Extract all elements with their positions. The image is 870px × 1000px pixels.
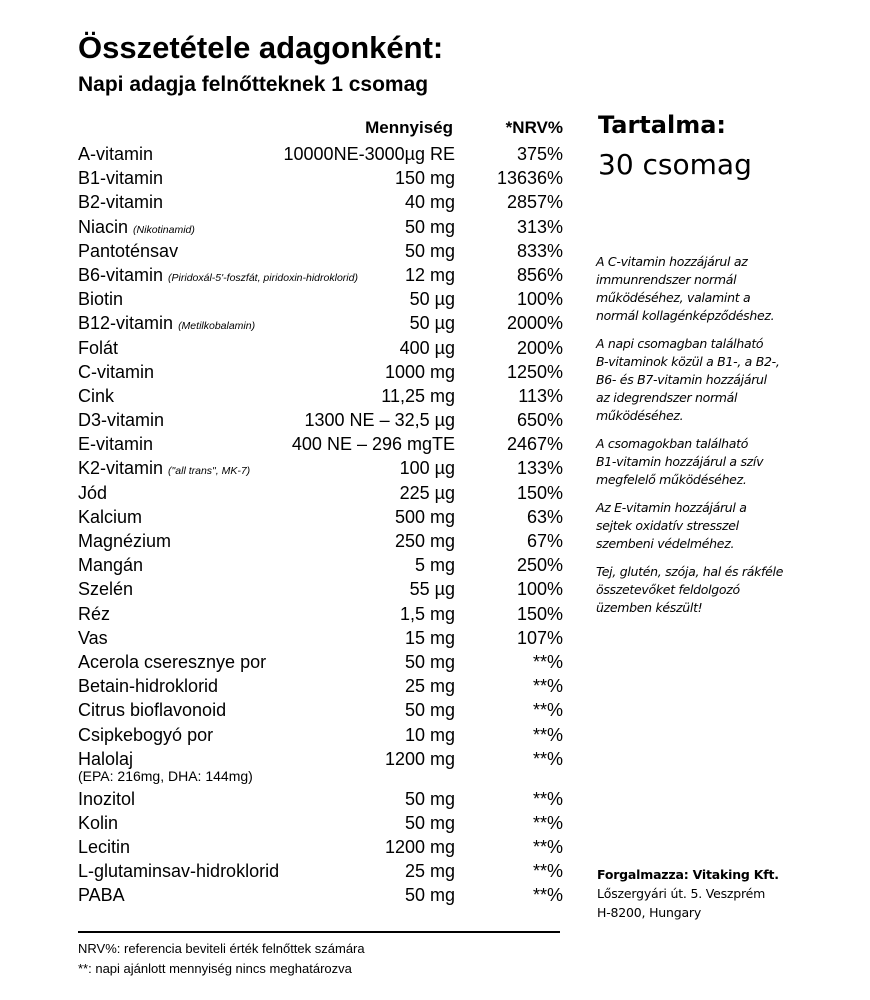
ingredient-nrv: 133% [516, 458, 563, 479]
ingredient-nrv: 375% [516, 144, 563, 164]
ingredient-label: Folát [78, 337, 119, 358]
claim-line: A C-vitamin hozzájárul az [596, 254, 748, 269]
ingredient-label: Mangán [78, 555, 144, 576]
contents-count: 30 csomag [598, 148, 752, 181]
ingredient-amount: 1200 mg [384, 748, 455, 769]
ingredient-amount: 50 mg [404, 812, 455, 833]
ingredient-name [78, 432, 153, 456]
ingredient-amount: 50 mg [404, 885, 455, 906]
ingredient-label: Csipkebogyó por [78, 724, 214, 745]
claim-line: működéséhez. [596, 408, 684, 423]
ingredient-label: Citrus bioflavonoid [78, 700, 227, 721]
ingredient-name [78, 859, 279, 883]
ingredient-name [78, 311, 255, 338]
table-row [78, 142, 563, 166]
table-row [78, 287, 563, 311]
ingredient-nrv: 2467% [506, 434, 563, 455]
claim-line: üzemben készült! [596, 600, 703, 615]
table-row [78, 553, 563, 577]
ingredient-nrv: 100% [516, 289, 563, 310]
ingredient-note: (Piridoxál-5'-foszfát, piridoxin-hidroklorid) [168, 271, 358, 284]
ingredient-amount: 400 µg [399, 337, 455, 358]
ingredient-label: Szelén [78, 579, 134, 600]
ingredient-nrv: 2857% [506, 192, 563, 213]
distributor-address-line-2: H-8200, Hungary [597, 905, 702, 920]
table-row [78, 674, 563, 698]
ingredient-label: E-vitamin [78, 434, 154, 455]
ingredient-nrv: 313% [516, 216, 563, 237]
ingredient-nrv: 250% [516, 555, 563, 576]
ingredient-amount: 1300 NE – 32,5 µg [304, 410, 455, 431]
ingredient-name [78, 602, 110, 626]
claim-line: B1-vitamin hozzájárul a szív [596, 454, 764, 469]
ingredient-amount: 50 mg [404, 240, 455, 261]
ingredient-nrv: 150% [516, 603, 563, 624]
divider-line [78, 931, 560, 933]
ingredient-name [78, 835, 130, 859]
ingredient-nrv: 1250% [506, 361, 563, 382]
ingredient-nrv: 200% [516, 337, 563, 358]
ingredient-name [78, 883, 125, 907]
ingredient-amount: 15 mg [404, 627, 455, 648]
ingredient-name [78, 190, 163, 214]
table-row [78, 811, 563, 835]
ingredient-name [78, 481, 107, 505]
claim-line: Az E-vitamin hozzájárul a [596, 500, 747, 515]
ingredient-nrv: 2000% [506, 313, 563, 334]
claim-line: normál kollagénképződéshez. [596, 308, 775, 323]
ingredient-nrv: 13636% [496, 168, 563, 189]
table-row [78, 408, 563, 432]
table-row [78, 166, 563, 190]
ingredient-label: A-vitamin [78, 144, 154, 164]
ingredient-name [78, 811, 118, 835]
distributor-info [597, 865, 779, 922]
ingredient-label: Pantoténsav [78, 240, 179, 261]
claim-line: megfelelő működéséhez. [596, 472, 747, 487]
ingredient-amount: 50 mg [404, 700, 455, 721]
ingredient-label: Jód [78, 482, 108, 503]
ingredient-amount: 150 mg [394, 168, 455, 189]
claim-line: immunrendszer normál [596, 272, 737, 287]
ingredient-label: K2-vitamin [78, 458, 164, 479]
ingredient-nrv: 113% [518, 385, 563, 406]
claim-line: Tej, glutén, szója, hal és rákféle [596, 564, 784, 579]
ingredient-amount: 1,5 mg [399, 603, 455, 624]
amount-header: Mennyiség [365, 118, 453, 137]
ingredient-amount: 50 mg [404, 216, 455, 237]
claim-line: szembeni védelméhez. [596, 536, 735, 551]
table-row [78, 190, 563, 214]
ingredient-amount: 500 mg [394, 506, 455, 527]
ingredient-nrv: 107% [516, 627, 563, 648]
ingredient-label: L-glutaminsav-hidroklorid [78, 861, 280, 882]
ingredient-amount: 5 mg [414, 555, 455, 576]
ingredient-subnote: (EPA: 216mg, DHA: 144mg) [78, 767, 253, 784]
ingredient-amount: 40 mg [404, 192, 455, 213]
ingredient-amount: 225 µg [399, 482, 455, 503]
claim-line: B6- és B7-vitamin hozzájárul [596, 372, 767, 387]
ingredient-amount: 100 µg [399, 458, 455, 479]
ingredient-nrv: **% [532, 861, 563, 882]
ingredient-nrv: 833% [516, 240, 563, 261]
ingredient-name [78, 626, 108, 650]
ingredient-label: Biotin [78, 289, 124, 310]
distributor-address-line-1: Lőszergyári út. 5. Veszprém [597, 886, 766, 901]
ingredient-amount: 25 mg [404, 861, 455, 882]
ingredient-name [78, 505, 142, 529]
health-claim [596, 563, 868, 617]
health-claim [596, 435, 868, 489]
ingredient-label: B6-vitamin [78, 264, 164, 285]
table-row [78, 384, 563, 408]
ingredient-amount: 400 NE – 296 mgTE [291, 434, 455, 455]
table-row [78, 263, 563, 287]
ingredient-name [78, 142, 153, 166]
claim-line: B-vitaminok közül a B1-, a B2-, [596, 354, 780, 369]
ingredient-nrv: **% [532, 788, 563, 809]
table-row [78, 215, 563, 239]
ingredient-name [78, 577, 133, 601]
ingredient-amount: 11,25 mg [381, 385, 455, 406]
ingredient-label: PABA [78, 885, 125, 906]
ingredient-amount: 50 mg [404, 651, 455, 672]
ingredient-nrv: **% [532, 837, 563, 858]
footnote-nrv: NRV%: referencia beviteli érték felnőttek számára [78, 941, 365, 956]
nrv-header: *NRV% [505, 118, 563, 137]
ingredient-name [78, 529, 171, 553]
ingredient-label: Acerola cseresznye por [78, 651, 267, 672]
ingredient-name [78, 650, 266, 674]
ingredient-nrv: **% [532, 700, 563, 721]
claim-line: sejtek oxidatív stresszel [596, 518, 739, 533]
ingredient-amount: 12 mg [404, 264, 455, 285]
ingredient-label: Kalcium [78, 506, 143, 527]
claim-line: A napi csomagban található [596, 336, 764, 351]
ingredient-note: (Nikotinamid) [133, 223, 195, 236]
ingredient-label: C-vitamin [78, 361, 155, 382]
table-row [78, 432, 563, 456]
ingredient-nrv: **% [532, 651, 563, 672]
ingredient-label: Halolaj [78, 748, 134, 769]
ingredient-amount: 50 mg [404, 788, 455, 809]
ingredient-nrv: 150% [516, 482, 563, 503]
ingredient-label: Betain-hidroklorid [78, 676, 219, 697]
table-row [78, 505, 563, 529]
ingredient-note: ("all trans", MK-7) [168, 465, 251, 478]
ingredient-label: B12-vitamin [78, 313, 174, 334]
table-row [78, 481, 563, 505]
table-row [78, 360, 563, 384]
ingredient-name [78, 408, 164, 432]
ingredient-nrv: **% [532, 676, 563, 697]
ingredient-label: B1-vitamin [78, 168, 164, 189]
table-row [78, 835, 563, 859]
ingredient-note: (Metilkobalamin) [178, 320, 256, 333]
distributor-label: Forgalmazza: Vitaking Kft. [597, 867, 779, 882]
contents-heading: Tartalma: [598, 111, 727, 139]
table-row [78, 336, 563, 360]
ingredient-name [78, 456, 250, 483]
table-row [78, 883, 563, 907]
ingredient-nrv: **% [532, 748, 563, 769]
table-header [78, 118, 563, 142]
ingredient-amount: 50 µg [409, 313, 455, 334]
table-row [78, 747, 563, 787]
claim-line: működéséhez, valamint a [596, 290, 751, 305]
table-row [78, 456, 563, 480]
ingredient-name [78, 787, 135, 811]
ingredient-label: Lecitin [78, 837, 131, 858]
ingredient-label: Niacin [78, 216, 129, 237]
page-subtitle: Napi adagja felnőtteknek 1 csomag [78, 73, 429, 96]
ingredient-nrv: 100% [516, 579, 563, 600]
ingredient-name [78, 384, 114, 408]
ingredient-nrv: 67% [526, 531, 563, 551]
table-row [78, 529, 563, 553]
ingredient-name [78, 360, 154, 384]
health-claim [596, 335, 868, 425]
table-row [78, 577, 563, 601]
ingredient-name [78, 166, 163, 190]
health-claim [596, 253, 868, 325]
table-row [78, 859, 563, 883]
health-claims [596, 253, 868, 627]
ingredient-label: Vas [78, 627, 108, 648]
ingredient-name [78, 723, 213, 747]
table-row [78, 787, 563, 811]
composition-table [78, 118, 563, 908]
table-row [78, 311, 563, 335]
table-row [78, 602, 563, 626]
ingredient-amount: 10 mg [404, 724, 455, 745]
ingredient-name [78, 287, 123, 311]
ingredient-amount: 250 mg [394, 531, 455, 551]
table-row [78, 698, 563, 722]
page-title: Összetétele adagonként: [78, 30, 444, 65]
ingredient-name [78, 698, 226, 722]
ingredient-name [78, 215, 195, 242]
ingredient-nrv: 856% [516, 264, 563, 285]
ingredient-amount: 1200 mg [384, 837, 455, 858]
ingredient-label: D3-vitamin [78, 410, 165, 431]
ingredient-label: Magnézium [78, 531, 172, 551]
footnote-stars: **: napi ajánlott mennyiség nincs meghatározva [78, 961, 352, 976]
ingredient-nrv: 63% [526, 506, 563, 527]
ingredient-amount: 55 µg [409, 579, 455, 600]
ingredient-nrv: **% [532, 812, 563, 833]
ingredient-label: B2-vitamin [78, 192, 164, 213]
table-row [78, 723, 563, 747]
ingredient-label: Cink [78, 385, 115, 406]
claim-line: összetevőket feldolgozó [596, 582, 740, 597]
ingredient-nrv: 650% [516, 410, 563, 431]
ingredient-label: Inozitol [78, 788, 136, 809]
ingredient-amount: 50 µg [409, 289, 455, 310]
claim-line: az idegrendszer normál [596, 390, 738, 405]
table-row [78, 626, 563, 650]
ingredient-amount: 25 mg [404, 676, 455, 697]
ingredient-nrv: **% [532, 724, 563, 745]
ingredient-nrv: **% [532, 885, 563, 906]
ingredient-amount: 1000 mg [384, 361, 455, 382]
table-body [78, 142, 563, 908]
ingredient-name [78, 263, 358, 290]
ingredient-name [78, 336, 118, 360]
ingredient-name [78, 239, 178, 263]
table-row [78, 239, 563, 263]
ingredient-amount: 10000NE-3000µg RE [283, 144, 455, 164]
ingredient-name [78, 553, 143, 577]
ingredient-label: Kolin [78, 812, 119, 833]
health-claim [596, 499, 868, 553]
table-row [78, 650, 563, 674]
ingredient-name [78, 674, 218, 698]
claim-line: A csomagokban található [596, 436, 749, 451]
ingredient-label: Réz [78, 603, 111, 624]
